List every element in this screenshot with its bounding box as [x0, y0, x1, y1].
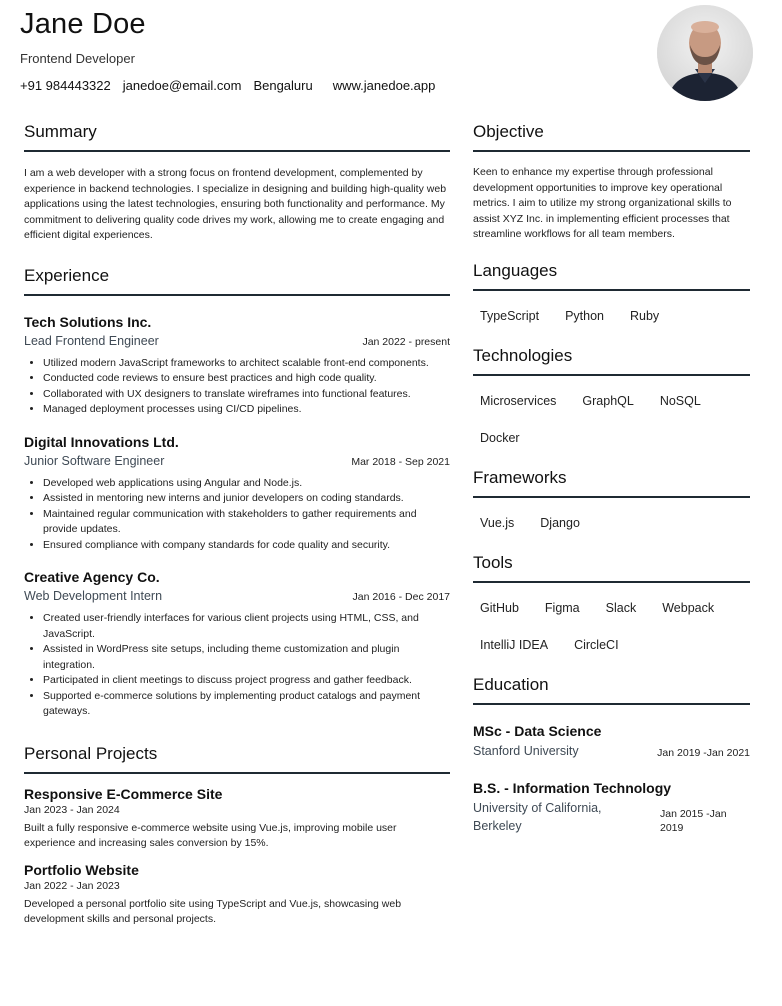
- languages-heading: Languages: [473, 261, 750, 291]
- avatar: [657, 5, 753, 101]
- technologies-heading: Technologies: [473, 346, 750, 376]
- objective-text: Keen to enhance my expertise through professional development opportunities to improve key operational metrics. I aim to utilize my strong organizational skills to assist XYZ Inc. in implementing efficient processes that streamline workflows for all team members.: [473, 166, 732, 240]
- skill-chip: Slack: [605, 600, 637, 615]
- education-entry: [473, 723, 750, 760]
- project-title: Portfolio Website: [24, 861, 139, 878]
- job-company: Tech Solutions Inc.: [24, 313, 152, 330]
- job-title: Junior Software Engineer: [24, 453, 165, 468]
- education-heading: Education: [473, 675, 750, 705]
- job-bullets: [24, 356, 450, 418]
- tools-section: [473, 553, 750, 675]
- edu-date: Jan 2019 -Jan 2021: [657, 746, 750, 759]
- project-description: Built a fully responsive e-commerce website using Vue.js, improving mobile user experience and increasing sales conversion by 15%.: [24, 821, 397, 849]
- job-meta: [24, 589, 450, 603]
- bullet-item: • Ensured compliance with company standards for code quality and security.: [43, 538, 450, 554]
- skill-chip: Django: [540, 515, 580, 530]
- technologies-list: [473, 386, 750, 468]
- experience-heading: Experience: [24, 266, 450, 296]
- skill-chip: GitHub: [480, 600, 519, 615]
- email-address: janedoe@email.com: [122, 78, 242, 93]
- skill-chip: Ruby: [629, 308, 660, 323]
- job-title: Web Development Intern: [24, 589, 163, 603]
- job-entry: [24, 569, 450, 720]
- job-title: Lead Frontend Engineer: [24, 333, 159, 348]
- skill-chip: Python: [565, 308, 604, 323]
- job-bullets: [24, 476, 450, 554]
- bullet-item: • Utilized modern JavaScript frameworks to architect scalable front-end components.: [43, 356, 450, 372]
- resume-header: [20, 8, 640, 93]
- technologies-section: [473, 346, 750, 468]
- summary-section: [24, 122, 450, 244]
- projects-section: [24, 744, 450, 928]
- job-meta: [24, 334, 450, 348]
- bullet-item: • Maintained regular communication with stakeholders to gather requirements and provide updates.: [43, 507, 450, 538]
- skill-chip: TypeScript: [480, 308, 540, 323]
- projects-heading: Personal Projects: [24, 744, 450, 774]
- summary-text: I am a web developer with a strong focus on frontend development, complemented by experience in backend technologies. I specialize in designing and building high-quality web applications using the latest technologies, ensuring both functionality and performance. My commitment to delivering quality code drives my work, allowing me to create engaging and efficient digital experiences.: [24, 167, 447, 241]
- project-description: Developed a personal portfolio site using TypeScript and Vue.js, showcasing web development skills and personal projects.: [24, 897, 402, 925]
- bullet-item: • Conducted code reviews to ensure best practices and high code quality.: [43, 371, 450, 387]
- frameworks-section: [473, 468, 750, 553]
- objective-heading: Objective: [473, 122, 750, 152]
- skill-chip: CircleCI: [574, 637, 619, 652]
- job-date: Jan 2016 - Dec 2017: [352, 591, 450, 603]
- bullet-item: • Assisted in mentoring new interns and junior developers on coding standards.: [43, 491, 450, 507]
- bullet-item: • Supported e-commerce solutions by implementing product catalogs and payment gateways.: [43, 689, 450, 720]
- job-company: Digital Innovations Ltd.: [24, 433, 179, 450]
- right-column: [473, 122, 750, 835]
- bullet-item: • Created user-friendly interfaces for various client projects using HTML, CSS, and JavaScript.: [43, 611, 450, 642]
- job-date: Jan 2022 - present: [362, 335, 450, 348]
- job-meta: [24, 454, 450, 468]
- job-entry: [24, 434, 450, 554]
- frameworks-heading: Frameworks: [473, 468, 750, 498]
- edu-meta: [473, 742, 750, 760]
- skill-chip: Figma: [544, 600, 580, 615]
- website-link[interactable]: www.janedoe.app: [332, 78, 436, 93]
- skill-chip: Microservices: [480, 393, 557, 408]
- contact-row: [20, 78, 640, 93]
- education-entry: [473, 780, 750, 835]
- edu-school: Stanford University: [473, 743, 579, 758]
- skill-chip: IntelliJ IDEA: [480, 637, 549, 652]
- edu-meta: [473, 799, 750, 835]
- job-date: Mar 2018 - Sep 2021: [351, 455, 450, 468]
- summary-heading: Summary: [24, 122, 450, 152]
- edu-date: Jan 2015 -Jan 2019: [660, 807, 727, 834]
- skill-chip: Docker: [480, 430, 520, 445]
- experience-section: [24, 266, 450, 720]
- project-entry: [24, 786, 450, 852]
- languages-list: [473, 301, 750, 346]
- skill-chip: Webpack: [662, 600, 715, 615]
- tools-heading: Tools: [473, 553, 750, 583]
- bullet-item: • Participated in client meetings to discuss project progress and gather feedback.: [43, 673, 450, 689]
- bullet-item: • Collaborated with UX designers to translate wireframes into functional features.: [43, 387, 450, 403]
- skill-chip: NoSQL: [659, 393, 701, 408]
- project-date: Jan 2023 - Jan 2024: [24, 803, 120, 816]
- job-company: Creative Agency Co.: [24, 569, 160, 585]
- edu-degree: B.S. - Information Technology: [473, 779, 672, 796]
- skill-chip: GraphQL: [582, 393, 634, 408]
- objective-section: [473, 122, 750, 243]
- languages-section: [473, 261, 750, 346]
- project-date: Jan 2022 - Jan 2023: [24, 879, 120, 892]
- bullet-item: • Developed web applications using Angular and Node.js.: [43, 476, 450, 492]
- tools-list: [473, 593, 750, 675]
- location: Bengaluru: [253, 78, 313, 93]
- edu-school: University of California, Berkeley: [473, 800, 602, 833]
- candidate-role: Frontend Developer: [20, 51, 135, 66]
- frameworks-list: [473, 508, 750, 553]
- left-column: [24, 122, 450, 928]
- job-entry: [24, 314, 450, 418]
- bullet-item: • Assisted in WordPress site setups, including theme customization and plugin integration.: [43, 642, 450, 673]
- job-bullets: [24, 611, 450, 720]
- candidate-name: Jane Doe: [20, 8, 146, 40]
- phone-number: +91 984443322: [20, 78, 111, 93]
- bullet-item: • Managed deployment processes using CI/CD pipelines.: [43, 402, 450, 418]
- skill-chip: Vue.js: [480, 515, 515, 530]
- edu-degree: MSc - Data Science: [473, 722, 602, 739]
- education-section: [473, 675, 750, 835]
- project-title: Responsive E-Commerce Site: [24, 785, 223, 802]
- profile-photo-icon: [657, 5, 753, 101]
- project-entry: [24, 862, 450, 928]
